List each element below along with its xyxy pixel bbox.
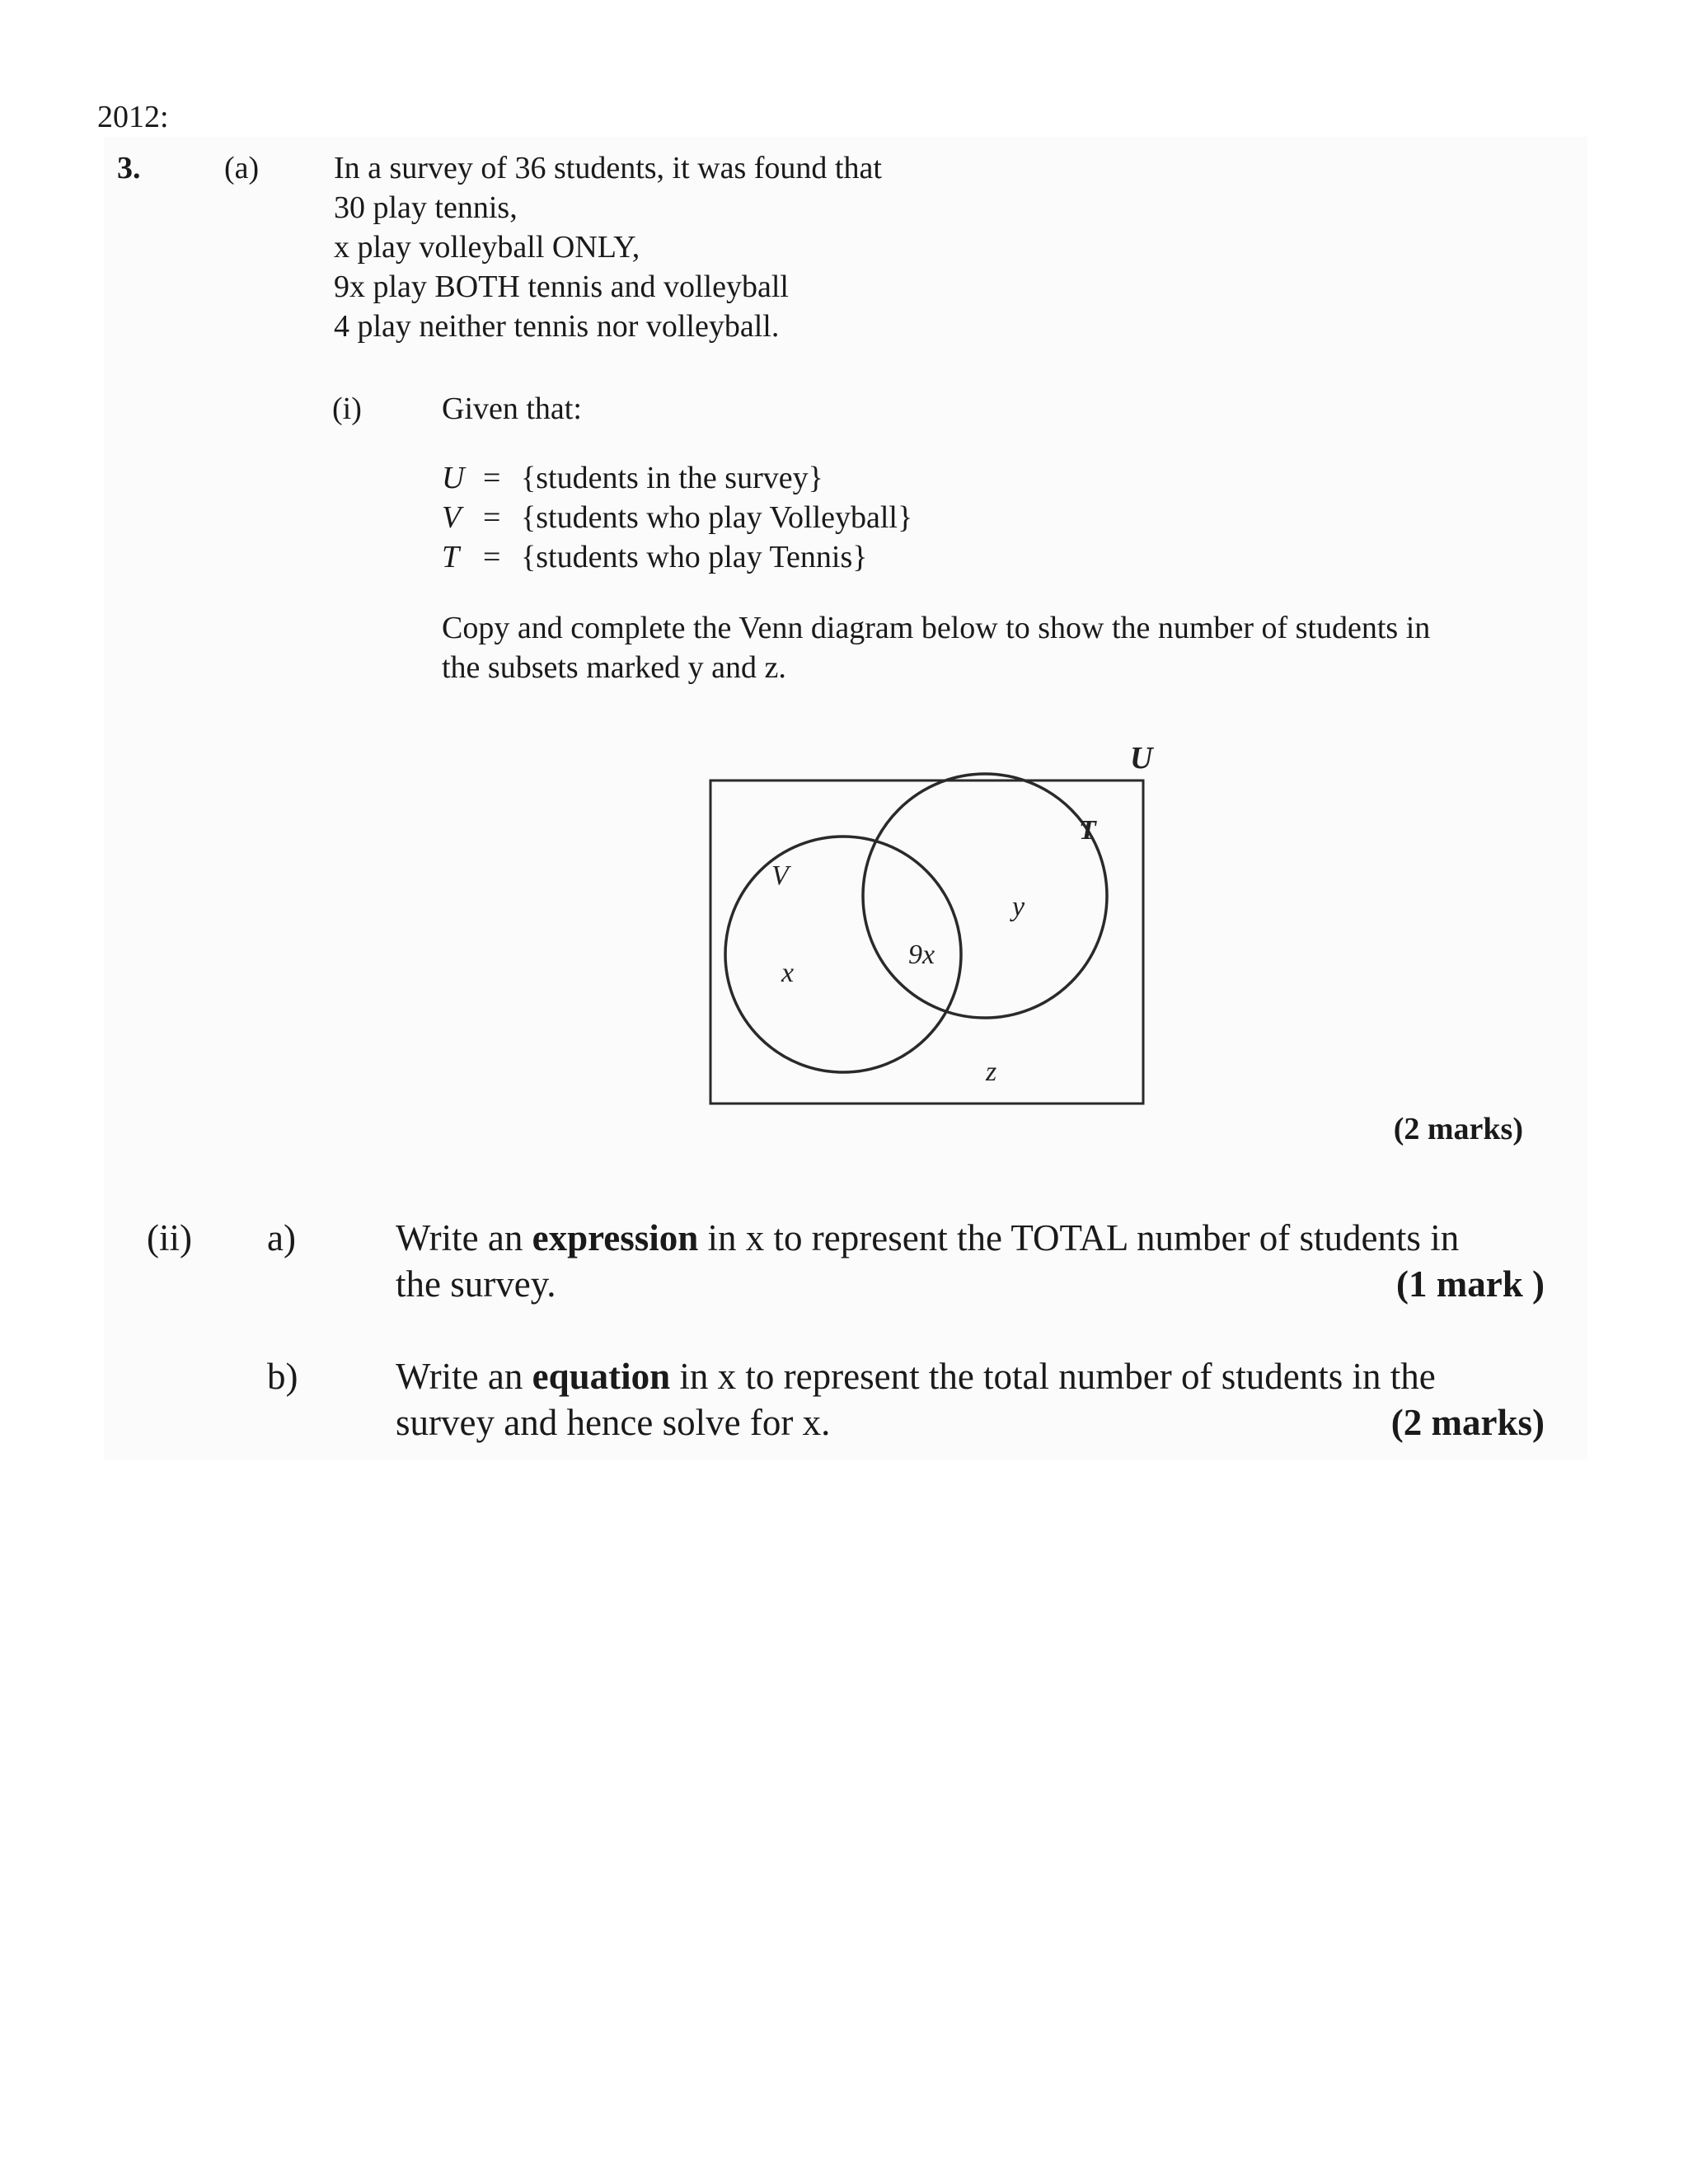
part-ii-b-line-2: survey and hence solve for x. bbox=[396, 1402, 831, 1443]
universe-label: U bbox=[1130, 741, 1153, 776]
part-ii-b-keyword: equation bbox=[532, 1356, 671, 1397]
year-heading: 2012: bbox=[97, 100, 169, 134]
set-t-circle bbox=[863, 774, 1107, 1018]
part-ii-a-marks: (1 mark ) bbox=[1396, 1263, 1545, 1305]
part-ii-b-line-1 bbox=[396, 1353, 1436, 1399]
set-def-u: {students in the survey} bbox=[521, 461, 823, 495]
part-ii-a-label: a) bbox=[267, 1217, 296, 1258]
part-ii-b-label: b) bbox=[267, 1356, 298, 1397]
part-ii-label: (ii) bbox=[147, 1217, 192, 1258]
part-ii-b-marks: (2 marks) bbox=[1390, 1402, 1545, 1443]
instruction-line-1: Copy and complete the Venn diagram below to show the number of students in bbox=[442, 611, 1431, 645]
set-eq-t: = bbox=[483, 540, 501, 574]
region-both-value: 9x bbox=[908, 940, 935, 970]
venn-diagram bbox=[692, 725, 1162, 1113]
region-v-only-value: x bbox=[781, 958, 795, 988]
part-i-marks: (2 marks) bbox=[1393, 1112, 1523, 1146]
set-t-label: T bbox=[1079, 815, 1096, 846]
part-ii-a-line-2: the survey. bbox=[396, 1263, 556, 1305]
intro-line-4: 9x play BOTH tennis and volleyball bbox=[334, 269, 789, 304]
part-ii-b-text-post: in x to represent the total number of students in the bbox=[670, 1356, 1436, 1397]
intro-line-5: 4 play neither tennis nor volleyball. bbox=[334, 309, 780, 344]
part-i-label: (i) bbox=[332, 391, 362, 426]
question-number: 3. bbox=[117, 151, 141, 185]
set-v-label: V bbox=[771, 860, 789, 891]
set-def-t: {students who play Tennis} bbox=[521, 540, 868, 574]
part-ii-a-line-1 bbox=[396, 1215, 1459, 1261]
instruction-line-2: the subsets marked y and z. bbox=[442, 650, 786, 685]
given-that: Given that: bbox=[442, 391, 582, 426]
part-a-label: (a) bbox=[224, 151, 260, 185]
set-symbol-u: U bbox=[442, 461, 465, 495]
set-eq-u: = bbox=[483, 461, 501, 495]
set-symbol-t: T bbox=[442, 540, 460, 574]
intro-line-3: x play volleyball ONLY, bbox=[334, 230, 640, 265]
part-ii-b-text-pre: Write an bbox=[396, 1356, 532, 1397]
part-ii-a-text-post: in x to represent the TOTAL number of students in bbox=[698, 1217, 1460, 1258]
set-def-v: {students who play Volleyball} bbox=[521, 500, 913, 535]
part-ii-a-text-pre: Write an bbox=[396, 1217, 532, 1258]
intro-line-2: 30 play tennis, bbox=[334, 190, 518, 225]
region-t-only-value: y bbox=[1012, 892, 1025, 922]
set-symbol-v: V bbox=[442, 500, 462, 535]
part-ii-a-keyword: expression bbox=[532, 1217, 699, 1258]
intro-line-1: In a survey of 36 students, it was found that bbox=[334, 151, 882, 185]
region-neither-value: z bbox=[986, 1057, 997, 1087]
set-eq-v: = bbox=[483, 500, 501, 535]
